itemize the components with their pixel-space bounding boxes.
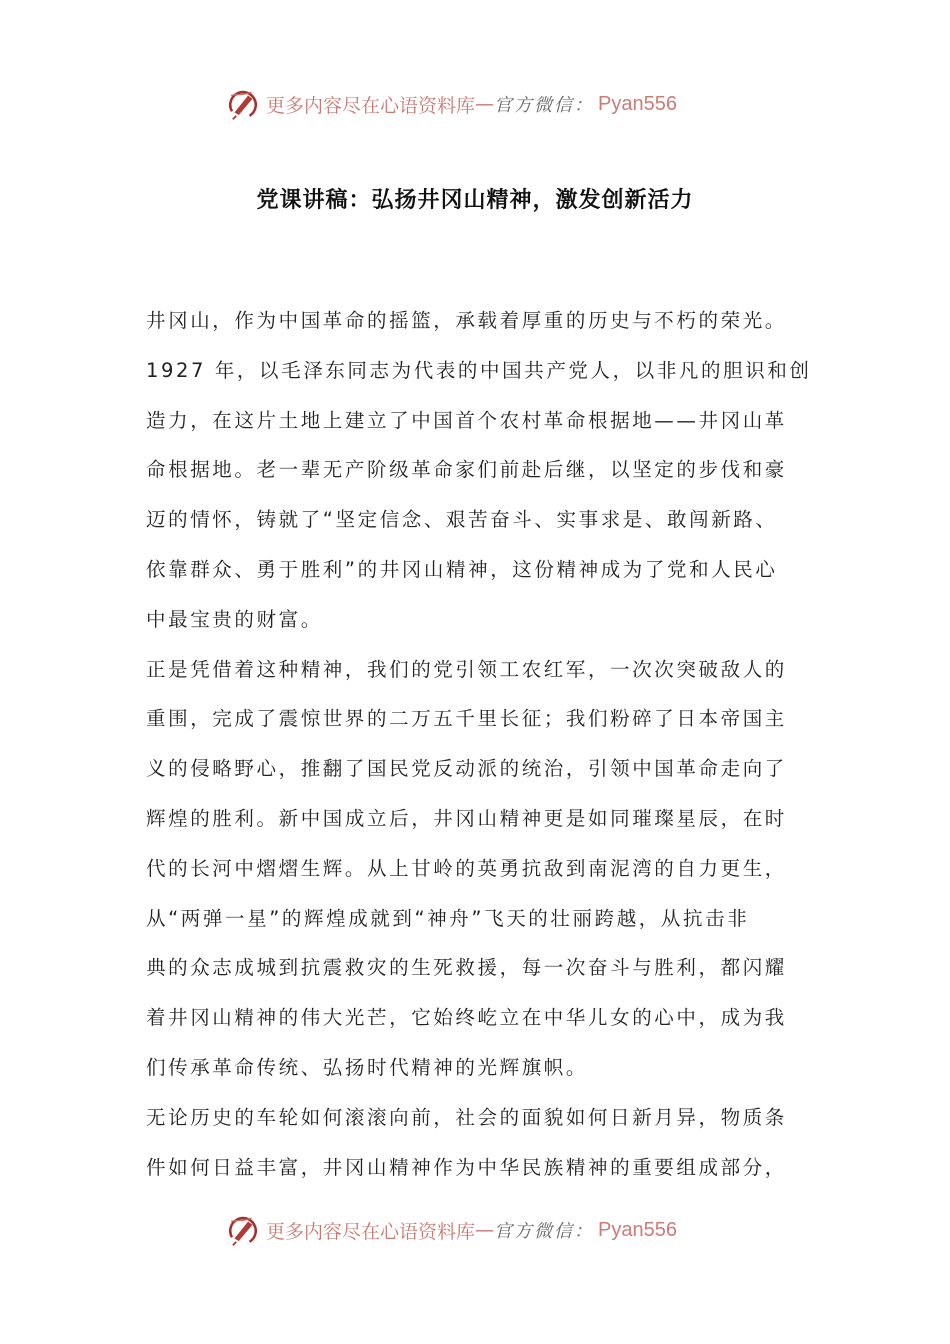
text-line: 代的长河中熠熠生辉。从上甘岭的英勇抗敌到南泥湾的自力更生， bbox=[146, 856, 787, 880]
text-line: 从“两弹一星”的辉煌成就到“神舟”飞天的壮丽跨越，从抗击非 bbox=[146, 906, 750, 930]
text-line: 迈的情怀，铸就了“坚定信念、艰苦奋斗、实事求是、敢闯新路、 bbox=[146, 508, 778, 532]
text-line: 典的众志成城到抗震救灾的生死救援，每一次奋斗与胜利，都闪耀 bbox=[146, 956, 787, 980]
footer-watermark-banner bbox=[226, 1210, 726, 1250]
text-line: 件如何日益丰富，井冈山精神作为中华民族精神的重要组成部分， bbox=[146, 1155, 787, 1179]
document-title: 党课讲稿：弘扬井冈山精神，激发创新活力 bbox=[256, 188, 694, 213]
quill-pen-logo-icon bbox=[226, 1213, 260, 1247]
quill-pen-logo-icon bbox=[226, 87, 260, 121]
header-watermark-banner bbox=[226, 84, 726, 124]
banner-wechat-id: Pyan556 bbox=[598, 92, 677, 115]
text-line: 辉煌的胜利。新中国成立后，井冈山精神更是如同璀璨星辰，在时 bbox=[146, 806, 787, 830]
text-line: 1927 年，以毛泽东同志为代表的中国共产党人，以非凡的胆识和创 bbox=[146, 358, 812, 382]
text-line: 重围，完成了震惊世界的二万五千里长征；我们粉碎了日本帝国主 bbox=[146, 707, 787, 731]
paragraph-3 bbox=[146, 1093, 806, 1193]
text-line: 正是凭借着这种精神，我们的党引领工农红军，一次次突破敌人的 bbox=[146, 657, 787, 681]
text-line: 造力，在这片土地上建立了中国首个农村革命根据地——井冈山革 bbox=[146, 408, 787, 432]
paragraph-1 bbox=[146, 296, 812, 645]
banner-site-text: 更多内容尽在心语资料库 bbox=[266, 94, 476, 117]
document-body bbox=[146, 296, 812, 1192]
text-line: 义的侵略野心，推翻了国民党反动派的统治，引领中国革命走向了 bbox=[146, 757, 787, 781]
text-line: 无论历史的车轮如何滚滚向前，社会的面貌如何日新月异，物质条 bbox=[146, 1105, 787, 1129]
banner-wechat-id: Pyan556 bbox=[598, 1218, 677, 1241]
text-line: 中最宝贵的财富。 bbox=[146, 607, 323, 631]
banner-separator: — bbox=[475, 1219, 495, 1241]
paragraph-2 bbox=[146, 645, 806, 1093]
text-line: 命根据地。老一辈无产阶级革命家们前赴后继，以坚定的步伐和豪 bbox=[146, 458, 787, 482]
banner-wechat-label: 官方微信： bbox=[494, 95, 595, 116]
text-line: 着井冈山精神的伟大光芒，它始终屹立在中华儿女的心中，成为我 bbox=[146, 1006, 787, 1030]
banner-site-text: 更多内容尽在心语资料库 bbox=[266, 1220, 476, 1243]
text-line: 井冈山，作为中国革命的摇篮，承载着厚重的历史与不朽的荣光。 bbox=[146, 309, 787, 332]
banner-wechat-label: 官方微信： bbox=[494, 1221, 595, 1242]
banner-separator: — bbox=[475, 93, 495, 115]
text-line: 们传承革命传统、弘扬时代精神的光辉旗帜。 bbox=[146, 1055, 589, 1079]
text-line: 依靠群众、勇于胜利”的井冈山精神，这份精神成为了党和人民心 bbox=[146, 557, 778, 581]
